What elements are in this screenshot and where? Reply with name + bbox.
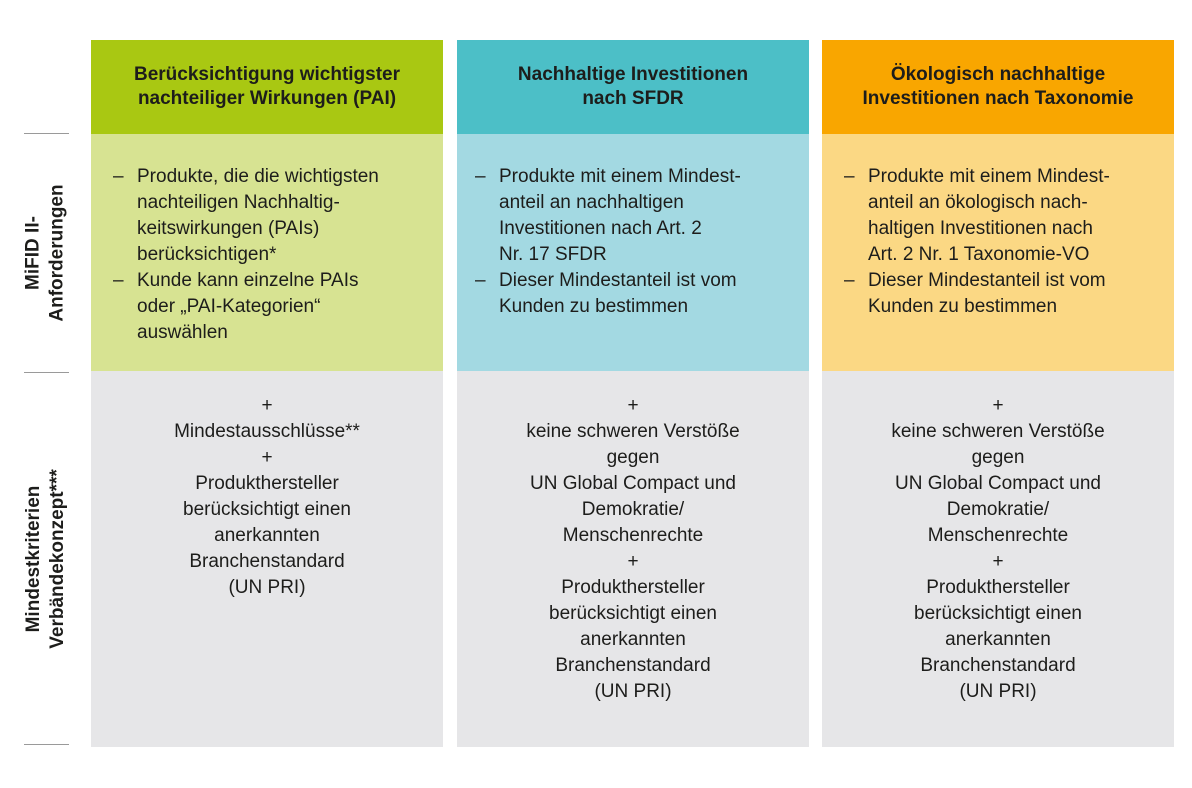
criteria-line: + (261, 395, 273, 416)
criteria-line: berücksichtigt einen (914, 603, 1082, 624)
list-item-line: keitswirkungen (PAIs) (137, 218, 320, 239)
list-item-line: – Produkte, die die wichtigsten (137, 166, 379, 187)
list-item-line: haltigen Investitionen nach (868, 218, 1093, 239)
list-item (844, 164, 1154, 268)
row-label-minimum-criteria (0, 373, 92, 744)
column-pai-criteria (91, 371, 443, 747)
criteria-line: gegen (971, 447, 1025, 468)
list-item-line: nachteiligen Nachhaltig- (137, 192, 340, 213)
list-item-line: – Produkte mit einem Mindest- (499, 166, 741, 187)
column-sfdr-header (457, 40, 809, 134)
list-item-line: anteil an nachhaltigen (499, 192, 684, 213)
list-item-line: Kunden zu bestimmen (868, 296, 1058, 317)
criteria-line: anerkannten (580, 629, 686, 650)
criteria-line: keine schweren Verstöße (526, 421, 740, 442)
criteria-line: gegen (606, 447, 660, 468)
criteria-line: Mindestausschlüsse** (174, 421, 360, 442)
list-item-line: auswählen (137, 322, 228, 343)
list-item-line: Investitionen nach Art. 2 (499, 218, 702, 239)
criteria-line: anerkannten (214, 525, 320, 546)
list-item-line: oder „PAI-Kategorien“ (137, 296, 321, 317)
row-label-mifid-line: MiFID II- (23, 216, 44, 290)
criteria-line: + (992, 395, 1004, 416)
column-taxonomy-requirements (822, 134, 1174, 371)
list-item (475, 164, 789, 268)
column-sfdr-criteria (457, 371, 809, 747)
column-taxonomy-criteria (822, 371, 1174, 747)
list-item (475, 268, 789, 320)
list-item-line: Nr. 17 SFDR (499, 244, 607, 265)
criteria-line: Menschenrechte (927, 525, 1069, 546)
criteria-line: (UN PRI) (228, 577, 306, 598)
list-item-line: berücksichtigen* (137, 244, 277, 265)
criteria-line: Produkthersteller (195, 473, 339, 494)
criteria-line: + (627, 551, 639, 572)
list-item-line: – Dieser Mindestanteil ist vom (499, 270, 737, 291)
column-sfdr-requirements (457, 134, 809, 371)
column-pai-header (91, 40, 443, 134)
criteria-line: Branchenstandard (555, 655, 711, 676)
list-item-line: – Produkte mit einem Mindest- (868, 166, 1110, 187)
criteria-line: Demokratie/ (581, 499, 685, 520)
criteria-line: + (261, 447, 273, 468)
criteria-line: Demokratie/ (946, 499, 1050, 520)
row-label-minimum-line: Mindestkriterien (23, 485, 44, 632)
row-label-mifid-line: Anforderungen (47, 184, 68, 322)
header-line: Berücksichtigung wichtigster (133, 64, 401, 85)
list-item (844, 268, 1154, 320)
header-line: Ökologisch nachhaltige (890, 64, 1106, 85)
list-item-line: Kunden zu bestimmen (499, 296, 689, 317)
criteria-line: berücksichtigt einen (183, 499, 351, 520)
separator-bottom (24, 744, 69, 745)
column-pai-requirements (91, 134, 443, 371)
criteria-line: (UN PRI) (594, 681, 672, 702)
header-line: Nachhaltige Investitionen (517, 64, 749, 85)
criteria-line: Branchenstandard (920, 655, 1076, 676)
header-line: nach SFDR (582, 88, 684, 109)
criteria-line: Menschenrechte (562, 525, 704, 546)
criteria-line: berücksichtigt einen (549, 603, 717, 624)
list-item-line: – Dieser Mindestanteil ist vom (868, 270, 1106, 291)
criteria-line: (UN PRI) (959, 681, 1037, 702)
header-line: nachteiliger Wirkungen (PAI) (137, 88, 397, 109)
list-item (113, 268, 423, 346)
list-item-line: – Kunde kann einzelne PAIs (137, 270, 359, 291)
criteria-line: Produkthersteller (561, 577, 705, 598)
criteria-line: UN Global Compact und (530, 473, 736, 494)
list-item (113, 164, 423, 268)
list-item-line: Art. 2 Nr. 1 Taxonomie-VO (868, 244, 1090, 265)
row-label-mifid (0, 134, 92, 372)
criteria-line: Branchenstandard (189, 551, 345, 572)
column-taxonomy-header (822, 40, 1174, 134)
header-line: Investitionen nach Taxonomie (862, 88, 1134, 109)
criteria-line: + (992, 551, 1004, 572)
criteria-line: UN Global Compact und (895, 473, 1101, 494)
criteria-line: + (627, 395, 639, 416)
criteria-line: anerkannten (945, 629, 1051, 650)
criteria-line: Produkthersteller (926, 577, 1070, 598)
criteria-line: keine schweren Verstöße (891, 421, 1105, 442)
row-label-minimum-line: Verbändekonzept*** (47, 468, 68, 649)
list-item-line: anteil an ökologisch nach- (868, 192, 1088, 213)
